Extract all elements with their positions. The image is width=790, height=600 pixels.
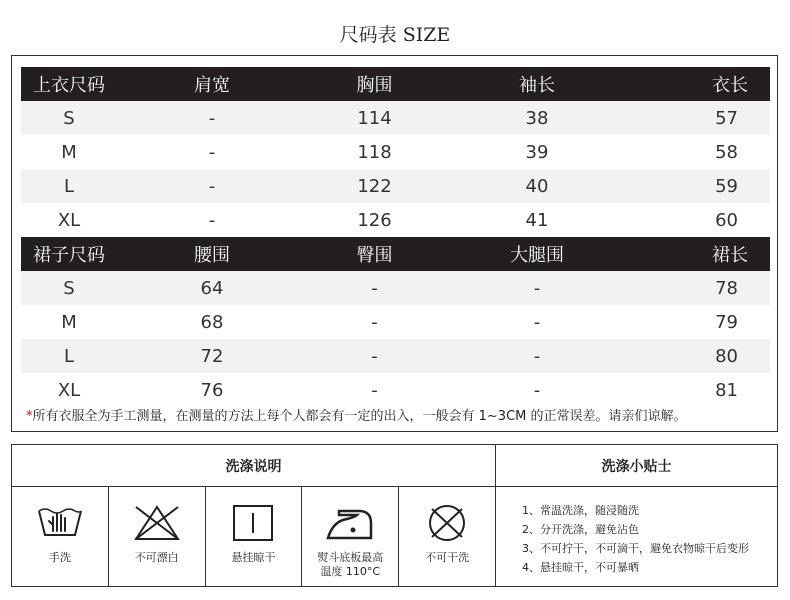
table-cell: - [371, 345, 378, 367]
tip-item: 1、常温洗涤，随浸随洗 [522, 504, 639, 517]
table-cell: 72 [200, 345, 224, 367]
table-cell: 64 [200, 277, 224, 299]
wash-icon-cell [206, 487, 303, 586]
table-cell: - [533, 379, 541, 401]
table-cell: - [533, 277, 541, 299]
icon-label: 悬挂晾干 [231, 551, 276, 564]
table-cell: 58 [715, 141, 738, 163]
table-cell: L [63, 345, 75, 367]
wash-instructions [12, 445, 496, 586]
size-table [21, 67, 770, 407]
tip-item: 3、不可拧干，不可滴干，避免衣物晾干后变形 [522, 542, 749, 555]
header-cell: 臀围 [356, 245, 393, 266]
wash-title: 洗涤说明 [12, 445, 495, 487]
icon-label: 不可漂白 [134, 551, 179, 564]
table-cell: - [208, 175, 216, 197]
table-cell: - [208, 141, 216, 163]
header-cell: 胸围 [356, 75, 393, 96]
table-cell: 39 [525, 141, 549, 163]
wash-icon-cell [12, 487, 109, 586]
table-cell: 118 [357, 141, 392, 163]
table-row [21, 373, 770, 407]
tips-title: 洗涤小贴士 [496, 445, 777, 487]
wash-icon-cell [399, 487, 495, 586]
hang-dry-icon [228, 503, 278, 543]
table-row [21, 169, 770, 203]
table-cell: 79 [715, 311, 738, 333]
page-title: 尺码表 SIZE [339, 24, 451, 46]
table-cell: 60 [715, 209, 738, 231]
table-cell: 122 [357, 175, 392, 197]
table-cell: 38 [525, 107, 549, 129]
no-dry-clean-icon [422, 503, 472, 543]
table-cell: 40 [525, 175, 549, 197]
table-row [21, 135, 770, 169]
header-cell: 上衣尺码 [33, 75, 105, 96]
top-header-row [21, 67, 770, 101]
icon-label: 不可干洗 [425, 551, 470, 564]
header-cell: 衣长 [712, 75, 748, 96]
table-cell: - [208, 107, 216, 129]
table-cell: - [533, 311, 541, 333]
table-cell: - [371, 311, 378, 333]
table-cell: - [533, 345, 541, 367]
table-cell: S [63, 277, 75, 299]
iron-low-temp-icon [325, 503, 375, 543]
header-cell: 裙长 [712, 245, 748, 266]
table-cell: 126 [357, 209, 392, 231]
size-chart [11, 55, 778, 432]
wash-icons [12, 487, 495, 586]
table-cell: XL [57, 209, 81, 231]
care-section [11, 444, 778, 587]
measurement-note [26, 405, 687, 424]
table-cell: L [63, 175, 75, 197]
table-cell: 76 [200, 379, 224, 401]
wash-tips [496, 445, 777, 586]
table-cell: M [61, 311, 77, 333]
no-bleach-icon [132, 503, 182, 543]
table-cell: - [371, 379, 378, 401]
table-cell: 57 [715, 107, 738, 129]
table-cell: 68 [200, 311, 224, 333]
table-row [21, 339, 770, 373]
table-cell: 81 [715, 379, 738, 401]
table-cell: 114 [357, 107, 392, 129]
icon-label: 熨斗底板最高 温度 110°C [317, 551, 384, 578]
tip-item: 2、分开洗涤，避免沾色 [522, 523, 639, 536]
skirt-header-row [21, 237, 770, 271]
table-cell: 80 [715, 345, 738, 367]
hand-wash-icon [35, 503, 85, 543]
header-cell: 腰围 [194, 245, 230, 266]
table-cell: - [208, 209, 216, 231]
table-cell: S [63, 107, 75, 129]
table-cell: 41 [525, 209, 549, 231]
table-cell: M [61, 141, 77, 163]
note-text: 所有衣服全为手工测量，在测量的方法上每个人都会有一定的出入，一般会有 1~3CM 的正常误差。请亲们谅解。 [32, 409, 687, 424]
wash-icon-cell [109, 487, 206, 586]
header-cell: 肩宽 [194, 75, 230, 96]
table-row [21, 203, 770, 237]
table-cell: 59 [715, 175, 738, 197]
header-cell: 裙子尺码 [33, 245, 105, 266]
header-cell: 袖长 [519, 75, 555, 96]
tips-list [496, 487, 777, 577]
table-cell: 78 [715, 277, 738, 299]
table-row [21, 305, 770, 339]
tip-item: 4、悬挂晾干，不可暴晒 [522, 561, 639, 574]
table-cell: XL [57, 379, 81, 401]
header-cell: 大腿围 [510, 245, 564, 266]
wash-icon-cell [302, 487, 399, 586]
icon-label: 手洗 [48, 551, 71, 564]
table-row [21, 271, 770, 305]
note-star: * [26, 409, 33, 424]
table-row [21, 101, 770, 135]
table-cell: - [371, 277, 378, 299]
